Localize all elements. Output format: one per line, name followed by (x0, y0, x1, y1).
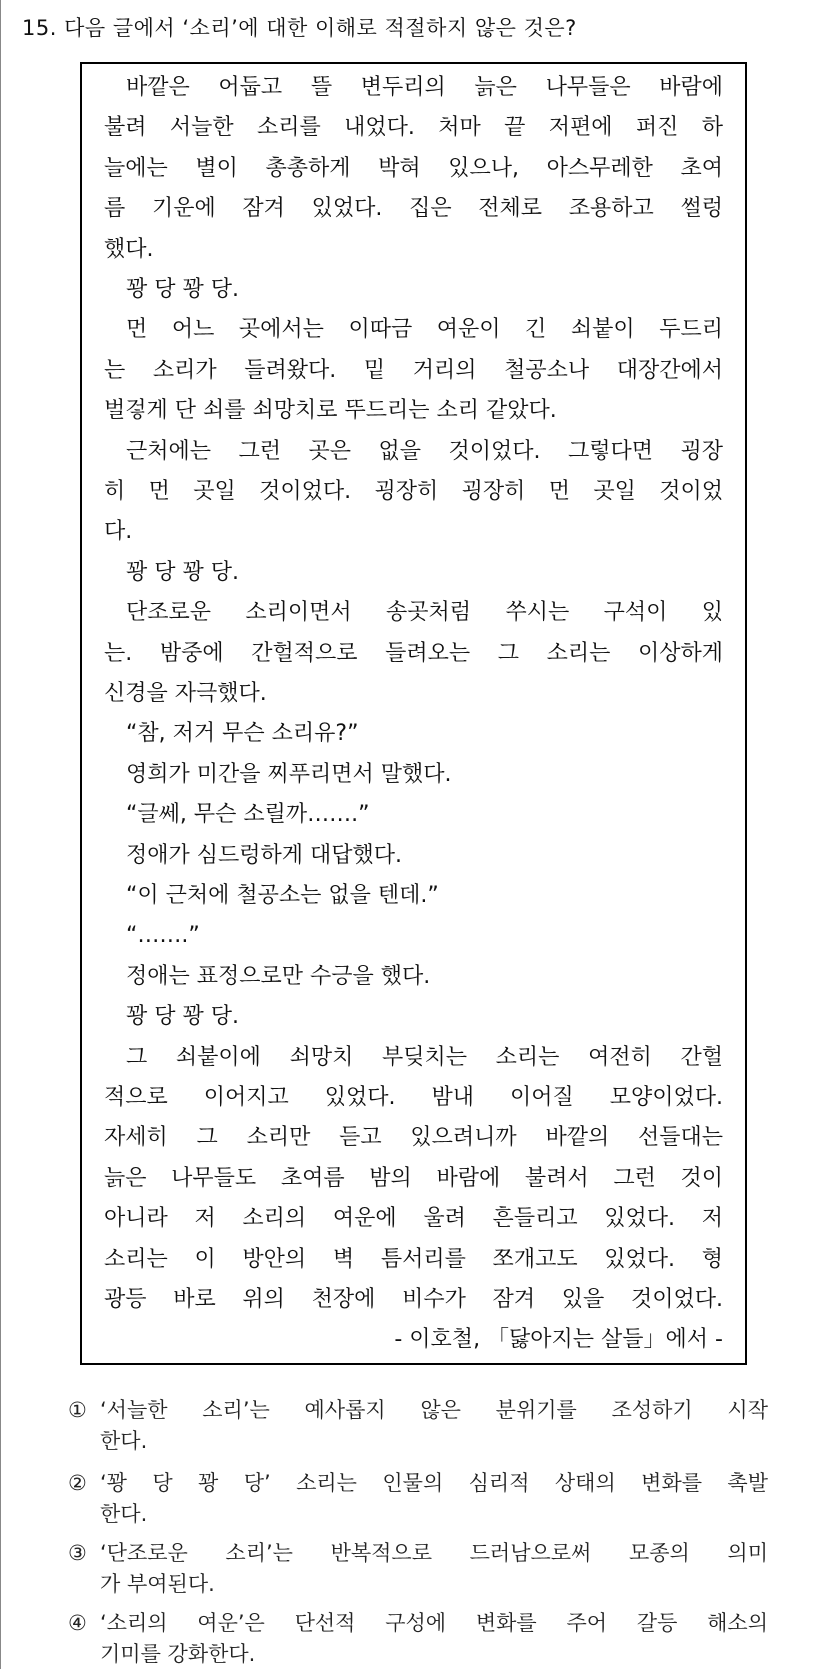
passage-line: 먼 어느 곳에서는 이따금 여운이 긴 쇠붙이 두드리 (126, 317, 723, 343)
option-number: ③ (68, 1541, 87, 1565)
passage-line: “이 근처에 철공소는 없을 텐데.” (126, 883, 439, 908)
passage-line: 적으로 이어지고 있었다. 밤내 이어질 모양이었다. (104, 1085, 723, 1110)
question-title: 15. 다음 글에서 ‘소리’에 대한 이해로 적절하지 않은 것은? (22, 16, 577, 40)
passage-line: 히 먼 곳일 것이었다. 굉장히 굉장히 먼 곳일 것이었 (104, 479, 723, 504)
passage-line: 아니라 저 소리의 여운에 울려 흔들리고 있었다. 저 (104, 1206, 723, 1232)
passage-line: 꽝 당 꽝 당. (126, 559, 239, 585)
option-text-line: 한다. (100, 1502, 148, 1526)
passage-line: 정애가 심드렁하게 대답했다. (126, 842, 403, 868)
option-text-line: 기미를 강화한다. (100, 1642, 256, 1666)
option-number: ② (68, 1471, 87, 1495)
passage-line: 자세히 그 소리만 듣고 있으려니까 바깥의 선들대는 (104, 1125, 723, 1151)
passage-line: 꽝 당 꽝 당. (126, 1004, 239, 1030)
passage-line: 근처에는 그런 곳은 없을 것이었다. 그렇다면 굉장 (126, 438, 723, 464)
passage-line: “…….” (126, 923, 200, 949)
passage-line: 는 소리가 들려왔다. 밑 거리의 철공소나 대장간에서 (104, 357, 723, 383)
passage-line: 꽝 당 꽝 당. (126, 277, 239, 302)
passage-line: 신경을 자극했다. (104, 681, 267, 706)
option-number: ① (68, 1398, 87, 1422)
option-text-line: ‘소리의 여운’은 단선적 구성에 변화를 주어 갈등 해소의 (100, 1611, 768, 1635)
option-text-line: ‘서늘한 소리’는 예사롭지 않은 분위기를 조성하기 시작 (100, 1398, 768, 1422)
passage-line: 정애는 표정으로만 수긍을 했다. (126, 963, 431, 989)
passage-source: - 이호철, 「닳아지는 살들」에서 - (394, 1327, 723, 1353)
passage-line: 다. (104, 519, 133, 545)
passage-line: 단조로운 소리이면서 송곳처럼 쑤시는 구석이 있 (126, 600, 723, 626)
passage-line: 바깥은 어둡고 뜰 변두리의 늙은 나무들은 바람에 (126, 75, 723, 100)
option-text-line: 가 부여된다. (100, 1572, 215, 1596)
passage-line: 광등 바로 위의 천장에 비수가 잠겨 있을 것이었다. (104, 1287, 723, 1312)
passage-line: 늘에는 별이 총총하게 박혀 있으나, 아스무레한 초여 (104, 155, 723, 181)
passage-line: 벌겋게 단 쇠를 쇠망치로 뚜드리는 소리 같았다. (104, 398, 557, 424)
passage-line: 영희가 미간을 찌푸리면서 말했다. (126, 761, 452, 787)
passage-line: “글쎄, 무슨 소릴까…….” (126, 802, 370, 828)
passage-line: 그 쇠붙이에 쇠망치 부딪치는 소리는 여전히 간헐 (126, 1044, 723, 1070)
passage-line: 늙은 나무들도 초여름 밤의 바람에 불려서 그런 것이 (104, 1165, 723, 1191)
option-text-line: 한다. (100, 1429, 148, 1453)
passage-box (80, 62, 747, 1365)
passage-line: 했다. (104, 236, 154, 262)
option-text-line: ‘꽝 당 꽝 당’ 소리는 인물의 심리적 상태의 변화를 촉발 (100, 1471, 768, 1495)
passage-line: 는. 밤중에 간헐적으로 들려오는 그 소리는 이상하게 (104, 640, 723, 666)
option-number: ④ (68, 1611, 87, 1635)
passage-line: 름 기운에 잠겨 있었다. 집은 전체로 조용하고 썰렁 (104, 196, 723, 222)
page-left-border (0, 0, 1, 1669)
passage-line: 불려 서늘한 소리를 내었다. 처마 끝 저편에 퍼진 하 (104, 115, 723, 141)
option-text-line: ‘단조로운 소리’는 반복적으로 드러남으로써 모종의 의미 (100, 1541, 768, 1565)
passage-line: 소리는 이 방안의 벽 틈서리를 쪼개고도 있었다. 형 (104, 1246, 723, 1272)
passage-line: “참, 저거 무슨 소리유?” (126, 721, 359, 747)
